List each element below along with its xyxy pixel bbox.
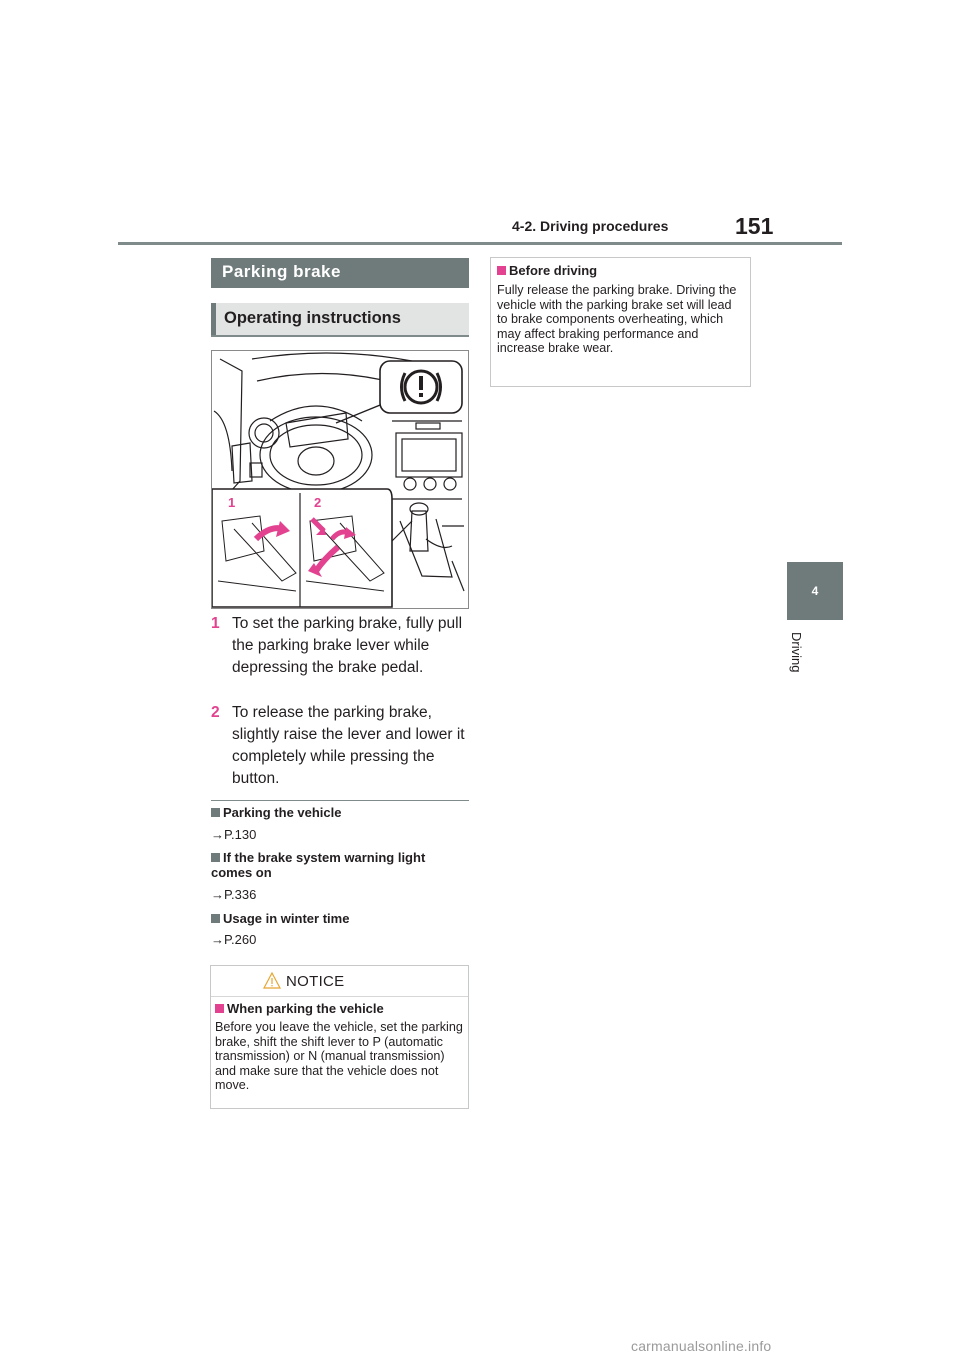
cockpit-drawing (212, 351, 468, 608)
bullet-square-icon (215, 1004, 224, 1013)
callout-2-label: 2 (314, 495, 322, 510)
warning-triangle-icon (263, 972, 281, 989)
header-section-title: 4-2. Driving procedures (512, 218, 669, 234)
lever-inset (212, 489, 412, 607)
info-body: Fully release the parking brake. Driving the vehicle with the parking brake set will lead to brake components overheating, which may affect braking performance and increase brake wear. (497, 283, 737, 356)
step-1-number: 1 (211, 615, 220, 632)
bullet-square-icon (497, 266, 506, 275)
info-box (490, 257, 751, 387)
notice-heading: When parking the vehicle (215, 1001, 384, 1016)
watermark: carmanualsonline.info (631, 1338, 772, 1354)
bullet-square-icon (211, 808, 220, 817)
info-heading: Before driving (497, 263, 597, 278)
page-title: Parking brake (222, 262, 341, 281)
notice-box (210, 965, 469, 1109)
step-2-number: 2 (211, 704, 220, 721)
section-subtitle-bar (211, 303, 469, 337)
parking-brake-illustration (211, 350, 469, 609)
page-number: 151 (735, 213, 774, 239)
chapter-name: Driving (789, 632, 804, 673)
step-1-text: To set the parking brake, fully pull the parking brake lever while depressing the brake pedal. (232, 615, 463, 676)
note-ref-winter[interactable]: →P.260 (211, 932, 257, 947)
header-rule (118, 242, 842, 245)
notice-title-row (211, 966, 468, 997)
bullet-square-icon (211, 853, 220, 862)
section-subtitle: Operating instructions (224, 309, 401, 327)
bullet-square-icon (211, 914, 220, 923)
note-ref-warning-light[interactable]: →P.336 (211, 887, 257, 902)
note-heading-warning-light: If the brake system warning light comes on (211, 850, 426, 880)
chapter-tab: 4 (787, 562, 843, 620)
callout-1-label: 1 (228, 495, 236, 510)
warning-callout (336, 361, 462, 423)
notes-divider (211, 800, 469, 801)
note-heading-winter: Usage in winter time (211, 911, 349, 926)
note-ref-parking[interactable]: →P.130 (211, 827, 257, 842)
page-title-bar (211, 258, 469, 288)
notice-body: Before you leave the vehicle, set the parking brake, shift the shift lever to P (automatic transmission) or N (manual transmission) and make sure that the vehicle does not move. (215, 1020, 463, 1093)
chapter-label (786, 632, 804, 692)
notice-title: NOTICE (286, 973, 345, 990)
step-2-text: To release the parking brake, slightly raise the lever and lower it completely while pressing the button. (232, 704, 465, 787)
note-heading-parking: Parking the vehicle (211, 805, 342, 820)
